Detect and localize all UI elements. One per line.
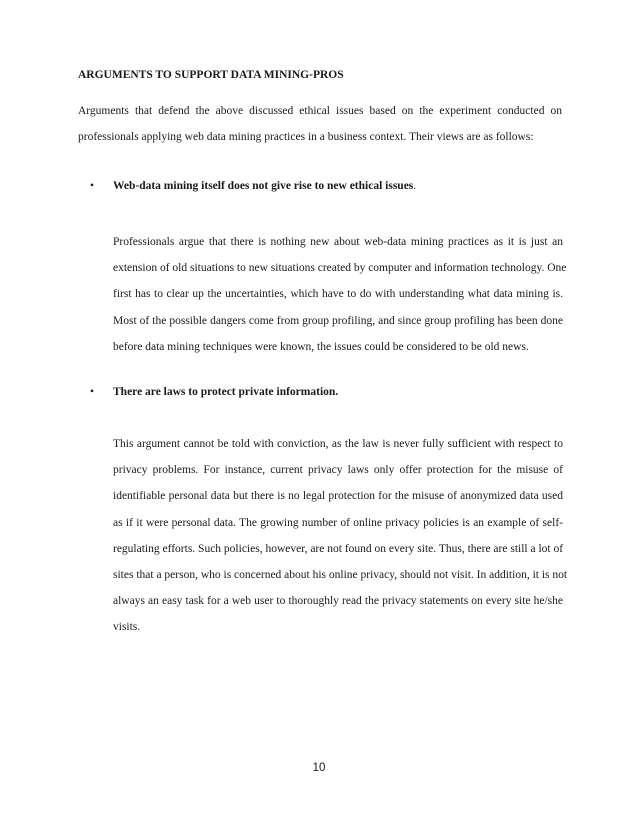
paragraph-line: Professionals argue that there is nothing new about web-data mining practices as it is just an <box>113 236 563 248</box>
paragraph-line: visits. <box>113 621 141 634</box>
paragraph-line: extension of old situations to new situations created by computer and information technology. One <box>113 262 567 275</box>
paragraph-line: Most of the possible dangers come from group profiling, and since group profiling has been done <box>113 314 563 327</box>
bullet-label: Web-data mining itself does not give rise to new ethical issues. <box>113 180 417 192</box>
bullet-dot-icon: • <box>90 180 95 192</box>
paragraph-line: first has to clear up the uncertainties, which have to do with understanding what data mining is. <box>113 288 563 301</box>
page-number: 10 <box>312 762 326 774</box>
paragraph-line: identifiable personal data but there is no legal protection for the misuse of anonymized data used <box>113 490 563 503</box>
intro-line: professionals applying web data mining practices in a business context. Their views are as follows: <box>78 131 534 144</box>
bullet-label: There are laws to protect private information. <box>113 386 339 398</box>
intro-paragraph <box>78 97 562 149</box>
bullet-paragraph-2 <box>113 431 568 641</box>
paragraph-line: always an easy task for a web user to thoroughly read the privacy statements on every site he/she <box>113 595 563 608</box>
paragraph-line: sites that a person, who is concerned about his online privacy, should not visit. In addition, it is not <box>113 568 568 581</box>
bullet-dot-icon: • <box>90 386 95 398</box>
paragraph-line: before data mining techniques were known, the issues could be considered to be old news. <box>113 340 529 353</box>
paragraph-line: privacy problems. For instance, current privacy laws only offer protection for the misuse of <box>113 464 563 477</box>
paragraph-line: as if it were personal data. The growing number of online privacy policies is an example of self- <box>113 516 563 529</box>
intro-line: Arguments that defend the above discussed ethical issues based on the experiment conducted on <box>78 105 562 117</box>
bullet-paragraph-1 <box>113 229 567 360</box>
paragraph-line: This argument cannot be told with conviction, as the law is never fully sufficient with respect to <box>113 438 563 450</box>
paragraph-line: regulating efforts. Such policies, however, are not found on every site. Thus, there are still a lot of <box>113 542 564 555</box>
section-heading: ARGUMENTS TO SUPPORT DATA MINING-PROS <box>78 69 344 81</box>
